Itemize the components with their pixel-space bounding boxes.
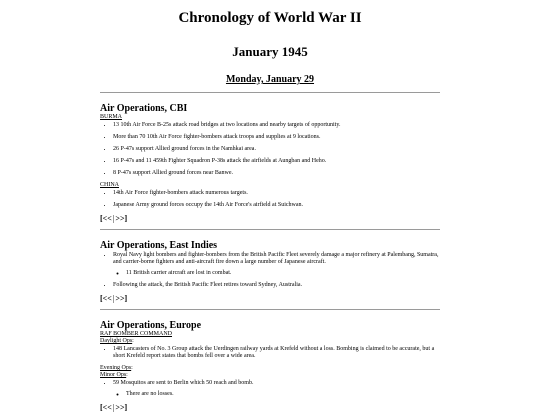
day-heading: Monday, January 29 [225,74,315,85]
section-heading-cbi: Air Operations, CBI [100,103,188,114]
next-link[interactable]: >>] [115,403,128,412]
list-item: • 8 P-47s support Allied ground forces near Banwe. [113,170,440,177]
minor-ops-list [100,380,440,398]
subheading-china: CHINA [100,182,119,188]
label-colon: : [126,372,128,378]
next-link[interactable]: >>] [115,294,128,303]
daylight-ops-list [100,346,440,360]
nav-separator: | [112,214,115,223]
nested-list [113,270,440,277]
subheading-daylight-ops [100,338,440,345]
list-item-text: 59 Mosquitos are sent to Berlin which 50 reach and bomb. [113,380,254,386]
nav-separator: | [112,294,115,303]
section-nav [100,294,440,303]
list-item: • 14th Air Force fighter-bombers attack numerous targets. [113,190,440,197]
next-link[interactable]: >>] [115,214,128,223]
list-item: • Japanese Army ground forces occupy the 14th Air Force's airfield at Suichwan. [113,202,440,209]
nav-separator: | [112,403,115,412]
label-colon: : [132,338,134,344]
daylight-ops-label: Daylight Ops [100,338,133,344]
label-colon: : [131,365,133,371]
month-heading: January 1945 [232,44,308,59]
list-item: • 148 Lancasters of No. 3 Group attack the Uerdingen railway yards at Krefeld without a loss. Bombing is claimed to be accurate, but a short Krefeld report states that bombs fell over a wide area. [113,346,440,360]
prev-link[interactable]: [<< [100,294,112,303]
nested-list [113,391,440,398]
divider [100,229,440,230]
section-heading-east-indies: Air Operations, East Indies [100,240,218,251]
section-heading-europe: Air Operations, Europe [100,320,202,331]
subheading-evening-ops [100,365,440,372]
list-item: • More than 70 10th Air Force fighter-bombers attack troops and supplies at 9 locations. [113,134,440,141]
divider [100,92,440,93]
divider [100,309,440,310]
list-item: • 13 10th Air Force B-25s attack road bridges at two locations and nearby targets of opportunity. [113,122,440,129]
nested-list-item: ◦ There are no losses. [126,391,440,398]
subheading-raf-bomber-command: RAF BOMBER COMMAND [100,331,173,337]
evening-ops-label: Evening Ops [100,365,132,371]
section-nav [100,403,440,412]
minor-ops-label: Minor Ops [100,372,127,378]
china-list [100,190,440,209]
nested-list-item: ◦ 11 British carrier aircraft are lost in combat. [126,270,440,277]
page-content [100,0,440,412]
section-nav [100,214,440,223]
list-item: • Following the attack, the British Pacific Fleet retires toward Sydney, Australia. [113,282,440,289]
list-item: • 26 P-47s support Allied ground forces in the Namhkai area. [113,146,440,153]
subheading-burma: BURMA [100,114,123,120]
page-title: Chronology of World War II [178,10,362,26]
east-indies-list [100,252,440,289]
list-item [113,380,440,398]
list-item-text: Royal Navy light bombers and fighter-bombers from the British Pacific Fleet severely damage a major refinery at Palembang, Sumatra, and carrier-borne fighters and anti-aircraft fire down a large number of Japanese aircraft. [113,252,439,265]
subheading-minor-ops [100,372,440,379]
burma-list [100,122,440,177]
list-item: • 16 P-47s and 11 459th Fighter Squadron P-38s attack the airfields at Aungban and Heho. [113,158,440,165]
list-item [113,252,440,277]
prev-link[interactable]: [<< [100,403,112,412]
prev-link[interactable]: [<< [100,214,112,223]
